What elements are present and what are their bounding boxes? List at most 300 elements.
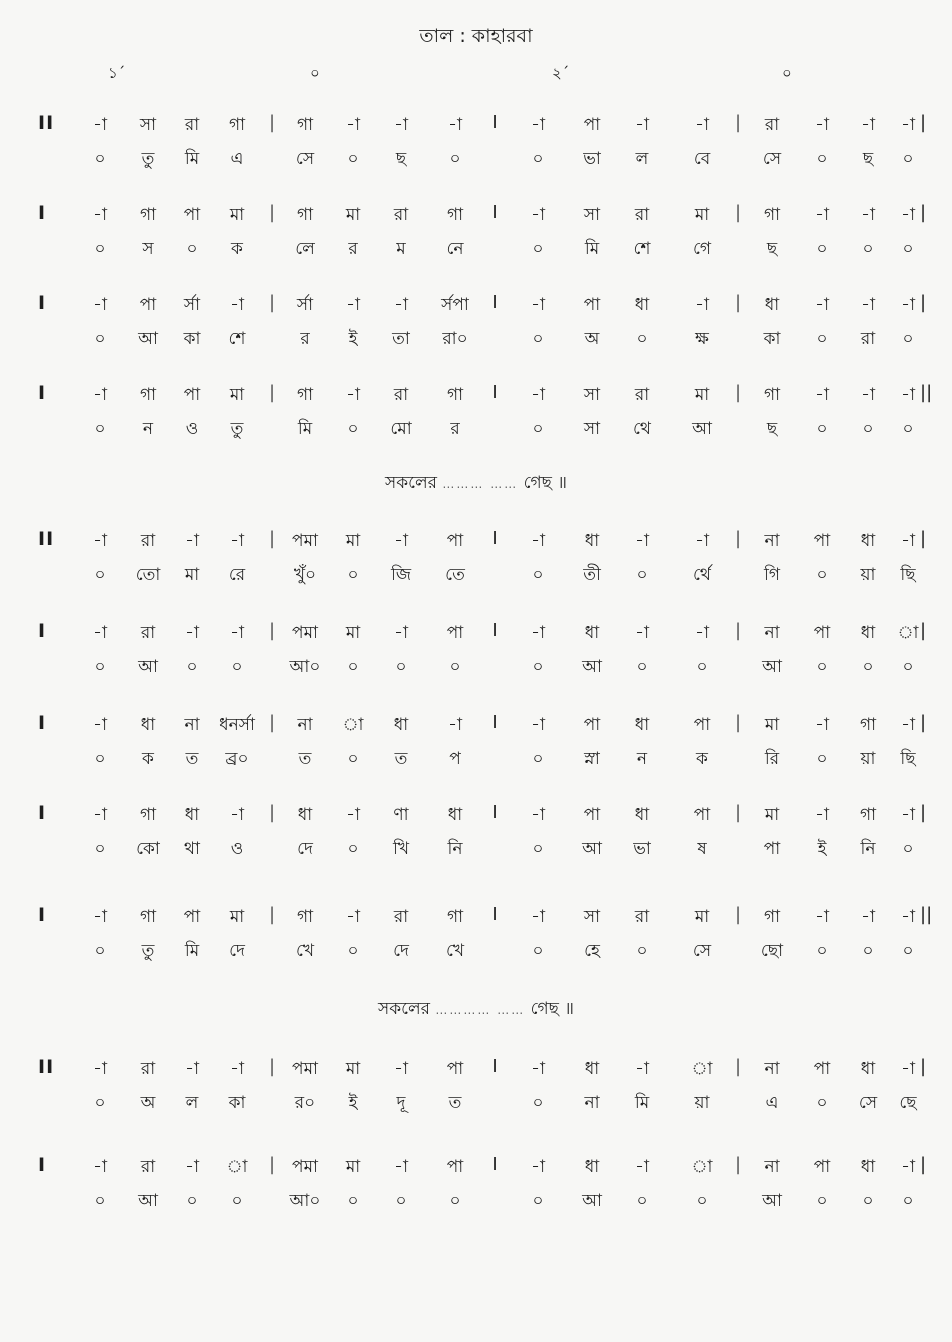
swara-note: ধা [584,1157,600,1177]
lyric-syllable: সে [295,149,315,169]
swara-note: গা [296,907,314,927]
swara-note: ধা [184,805,200,825]
lyric-syllable: তো [135,565,161,585]
swara-note: রা [393,907,409,927]
bar-line: | [734,292,742,313]
lyric-row [0,1184,952,1220]
swara-note: সা [583,385,601,405]
swara-note: ধা [634,805,650,825]
lyric-row [0,412,952,448]
lyric-syllable: তু [141,149,155,169]
swara-note: -া [93,715,107,735]
swara-row [0,796,952,832]
lyric-syllable: আ [582,657,602,677]
lyric-syllable: র [348,239,358,259]
lyric-syllable: স্না [584,749,600,769]
swara-note: -া [861,385,875,405]
section-start-bar: I [38,1154,47,1176]
swara-note: রা [140,531,156,551]
swara-note: -া [93,907,107,927]
swara-note: গা [446,385,464,405]
swara-note: র্সা [296,295,314,315]
lyric-syllable: এ [765,1093,779,1113]
swara-note: -া [531,295,545,315]
lyric-syllable: র [450,419,460,439]
swara-note: -া [635,115,649,135]
lyric-syllable: ০ [532,1191,544,1211]
notation-block [0,796,952,886]
refrain-line [0,470,952,498]
swara-note: রা [634,385,650,405]
swara-note: -া [93,623,107,643]
lyric-syllable: সে [858,1093,878,1113]
swara-note: পা [583,805,601,825]
lyric-syllable: য়া [860,749,876,769]
lyric-syllable: ০ [347,149,359,169]
lyric-syllable: ন [142,419,154,439]
section-end-bar: | [920,802,927,823]
swara-note: রা [140,1157,156,1177]
lyric-syllable: কা [183,329,201,349]
lyric-syllable: ০ [862,1191,874,1211]
swara-note: না [764,1059,780,1079]
swara-note: ধা [860,1157,876,1177]
bar-line: | [268,292,276,313]
lyric-row [0,832,952,868]
swara-note: -া [346,907,360,927]
lyric-syllable: ০ [94,239,106,259]
swara-note: সা [139,115,157,135]
swara-note: -া [815,385,829,405]
swara-note: গা [763,205,781,225]
section-start-bar: I [38,620,47,642]
lyric-syllable: দূ [396,1093,406,1113]
swara-note: গা [446,907,464,927]
swara-row [0,286,952,322]
lyric-syllable: ষ [697,839,707,859]
swara-note: ধা [140,715,156,735]
lyric-syllable: আ [762,657,782,677]
swara-note: -া [901,907,915,927]
bar-line: | [734,904,742,925]
swara-note: পা [583,715,601,735]
swara-note: র্সা [183,295,201,315]
lyric-syllable: র [300,329,310,349]
lyric-syllable: ০ [347,657,359,677]
section-start-bar: I [38,712,47,734]
lyric-syllable: ক্ষ [695,329,709,349]
notation-block [0,898,952,988]
notation-block [0,106,952,196]
beat-mark: ০ [782,64,792,82]
lyric-syllable: ০ [347,419,359,439]
beat-marks [0,62,952,86]
swara-row [0,1148,952,1184]
swara-note: -া [185,623,199,643]
bar-line: | [268,1056,276,1077]
swara-note: -া [695,295,709,315]
lyric-syllable: ছ [395,149,407,169]
lyric-syllable: থে [633,419,651,439]
notation-block [0,522,952,612]
lyric-syllable: খুঁ০ [293,565,317,585]
lyric-syllable: খে [445,941,465,961]
lyric-syllable: ০ [902,941,914,961]
swara-note: -া [93,385,107,405]
lyric-syllable: ০ [231,1191,243,1211]
section-start-bar: I [38,904,47,926]
lyric-syllable: দে [297,839,313,859]
lyric-syllable: আ [582,1191,602,1211]
swara-note: মা [694,205,710,225]
lyric-row [0,742,952,778]
lyric-syllable: অ [140,1093,156,1113]
bar-line: | [268,382,276,403]
lyric-syllable: ০ [94,565,106,585]
swara-note: -া [815,907,829,927]
swara-note: মা [345,205,361,225]
swara-note: -া [861,295,875,315]
lyric-syllable: শে [228,329,246,349]
swara-note: -া [185,531,199,551]
swara-note: গা [446,205,464,225]
lyric-syllable: ন [636,749,648,769]
lyric-syllable: ভা [633,839,651,859]
notation-block [0,1050,952,1140]
lyric-syllable: ব্র০ [225,749,249,769]
swara-note: -া [394,1059,408,1079]
lyric-syllable: ০ [532,149,544,169]
notation-block [0,196,952,286]
swara-note: -া [93,205,107,225]
lyric-syllable: ০ [902,329,914,349]
swara-note: পা [813,531,831,551]
swara-note: গা [763,385,781,405]
swara-note: -া [448,115,462,135]
bar-line: I [492,528,498,549]
swara-note: পা [183,385,201,405]
bar-line: | [734,112,742,133]
swara-note: -া [861,907,875,927]
lyric-syllable: নি [860,839,876,859]
swara-note: পা [693,715,711,735]
lyric-syllable: ০ [186,239,198,259]
refrain-end: গেছ ॥ [518,473,567,493]
lyric-syllable: ক [231,239,243,259]
bar-line: I [492,904,498,925]
swara-row [0,898,952,934]
lyric-syllable: ০ [902,1191,914,1211]
swara-note: ধা [634,715,650,735]
lyric-syllable: ছে [899,1093,917,1113]
bar-line: | [268,528,276,549]
lyric-syllable: ০ [449,149,461,169]
swara-note: রা [634,205,650,225]
lyric-syllable: তী [583,565,601,585]
swara-note: পা [183,907,201,927]
section-end-bar: || [920,904,933,925]
lyric-syllable: নে [446,239,464,259]
swara-row [0,614,952,650]
swara-note: মা [694,385,710,405]
lyric-syllable: আ [692,419,712,439]
swara-note: গা [296,115,314,135]
lyric-syllable: ত [394,749,408,769]
swara-note: মা [229,907,245,927]
lyric-syllable: আ০ [289,1191,321,1211]
lyric-syllable: দে [393,941,409,961]
lyric-syllable: ০ [449,1191,461,1211]
notation-block [0,614,952,704]
swara-note: -া [394,1157,408,1177]
lyric-syllable: ০ [636,941,648,961]
lyric-syllable: গি [763,565,780,585]
lyric-syllable: ছ [766,419,778,439]
swara-note: পা [183,205,201,225]
swara-note: ধা [393,715,409,735]
swara-note: গা [139,205,157,225]
bar-line: | [268,1154,276,1175]
refrain-start: সকলের [385,473,443,493]
lyric-syllable: ও [230,839,244,859]
section-end-bar: || [920,382,933,403]
lyric-syllable: এ [230,149,244,169]
lyric-syllable: ছ [766,239,778,259]
lyric-row [0,142,952,178]
swara-note: না [764,623,780,643]
lyric-syllable: ০ [816,239,828,259]
lyric-syllable: ভা [583,149,601,169]
lyric-syllable: ও [185,419,199,439]
lyric-syllable: অ [584,329,600,349]
lyric-syllable: ০ [816,149,828,169]
lyric-syllable: সে [692,941,712,961]
swara-note: পা [446,1059,464,1079]
swara-note: রা [634,907,650,927]
section-end-bar: | [920,620,927,641]
swara-note: -া [901,1157,915,1177]
lyric-syllable: কা [228,1093,246,1113]
lyric-syllable: য়া [694,1093,710,1113]
swara-note: -া [185,1157,199,1177]
bar-line: I [492,1154,498,1175]
swara-note: ধনর্সা [219,715,255,735]
lyric-syllable: ০ [532,1093,544,1113]
lyric-syllable: ০ [636,565,648,585]
swara-note: গা [859,805,877,825]
lyric-syllable: ০ [902,839,914,859]
swara-note: -া [394,623,408,643]
lyric-syllable: তা [392,329,410,349]
lyric-syllable: খি [392,839,410,859]
swara-note: সা [583,907,601,927]
lyric-syllable: ল [635,149,649,169]
lyric-syllable: ক [142,749,154,769]
section-start-bar: I [38,292,47,314]
lyric-syllable: ০ [862,941,874,961]
swara-note: -া [901,205,915,225]
lyric-syllable: ০ [816,749,828,769]
lyric-syllable: ০ [902,657,914,677]
lyric-syllable: ০ [395,1191,407,1211]
lyric-row [0,322,952,358]
bar-line: | [734,202,742,223]
lyric-syllable: রা [860,329,876,349]
swara-note: -া [93,805,107,825]
swara-note: ধা [860,531,876,551]
swara-note: -া [815,115,829,135]
swara-note: পা [813,623,831,643]
swara-note: -া [815,715,829,735]
lyric-syllable: তু [230,419,244,439]
swara-note: -া [695,623,709,643]
swara-note: -া [531,1059,545,1079]
lyric-syllable: ০ [816,941,828,961]
lyric-syllable: ০ [94,749,106,769]
swara-note: মা [764,805,780,825]
swara-note: গা [296,385,314,405]
swara-note: -া [394,295,408,315]
swara-note: রা [393,205,409,225]
swara-note: -া [635,531,649,551]
swara-note: না [764,531,780,551]
lyric-syllable: ০ [816,419,828,439]
lyric-syllable: য়া [860,565,876,585]
bar-line: | [268,904,276,925]
lyric-syllable: স [142,239,154,259]
lyric-syllable: তে [445,565,465,585]
lyric-syllable: ০ [862,657,874,677]
lyric-syllable: মি [297,419,313,439]
refrain-start: সকলের [378,999,436,1019]
swara-note: গা [228,115,246,135]
lyric-syllable: ০ [94,329,106,349]
swara-row [0,1050,952,1086]
section-start-bar: I [38,382,47,404]
swara-note: -া [394,115,408,135]
lyric-syllable: ০ [347,839,359,859]
swara-note: -া [901,805,915,825]
swara-note: -া [230,531,244,551]
swara-note: -া [93,1059,107,1079]
lyric-syllable: ০ [532,941,544,961]
lyric-syllable: ০ [532,839,544,859]
swara-row [0,522,952,558]
swara-note: -া [93,295,107,315]
swara-note: র্সপা [441,295,469,315]
swara-note: রা [140,1059,156,1079]
lyric-syllable: আ [762,1191,782,1211]
swara-note: পমা [292,623,318,643]
swara-note: সা [583,205,601,225]
refrain-end: গেছ ॥ [525,999,574,1019]
swara-note: া [691,1157,713,1177]
swara-note: ধা [584,531,600,551]
lyric-syllable: তু [141,941,155,961]
swara-note: পা [813,1157,831,1177]
swara-note: -া [531,531,545,551]
swara-note: -া [901,1059,915,1079]
swara-note: রা [764,115,780,135]
section-start-bar: II [38,112,55,134]
swara-note: -া [346,385,360,405]
lyric-syllable: ০ [636,1191,648,1211]
swara-note: -া [93,115,107,135]
lyric-syllable: ০ [532,657,544,677]
lyric-syllable: ০ [816,329,828,349]
lyric-syllable: মা [184,565,200,585]
lyric-syllable: ই [817,839,827,859]
swara-note: মা [764,715,780,735]
lyric-syllable: নি [447,839,463,859]
lyric-syllable: ০ [532,329,544,349]
lyric-syllable: জি [390,565,412,585]
swara-note: -া [901,715,915,735]
swara-note: পমা [292,531,318,551]
lyric-row [0,558,952,594]
lyric-syllable: হে [584,941,600,961]
swara-note: গা [296,205,314,225]
lyric-row [0,1086,952,1122]
swara-note: া [691,1059,713,1079]
lyric-syllable: ০ [532,565,544,585]
lyric-syllable: দে [229,941,245,961]
swara-note: ধা [584,623,600,643]
lyric-row [0,232,952,268]
bar-line: | [268,802,276,823]
lyric-syllable: ক [696,749,708,769]
swara-note: -া [394,531,408,551]
swara-note: ধা [860,623,876,643]
refrain-line [0,996,952,1024]
lyric-syllable: আ০ [289,657,321,677]
section-end-bar: | [920,528,927,549]
lyric-syllable: আ [138,1191,158,1211]
swara-note: ধা [764,295,780,315]
swara-note: -া [695,531,709,551]
lyric-syllable: ০ [696,657,708,677]
swara-row [0,376,952,412]
lyric-syllable: শে [633,239,651,259]
lyric-syllable: ০ [696,1191,708,1211]
lyric-syllable: ০ [816,1093,828,1113]
bar-line: | [734,1056,742,1077]
lyric-syllable: ০ [347,749,359,769]
swara-note: পা [446,1157,464,1177]
lyric-syllable: ই [348,1093,358,1113]
lyric-syllable: না [584,1093,600,1113]
bar-line: | [734,802,742,823]
bar-line: | [268,712,276,733]
bar-line: I [492,712,498,733]
swara-note: ণা [393,805,409,825]
swara-note: -া [531,385,545,405]
swara-note: মা [345,1157,361,1177]
swara-note: পা [583,115,601,135]
swara-note: -া [861,205,875,225]
section-end-bar: | [920,202,927,223]
beat-mark: ১´ [108,64,126,82]
lyric-syllable: বে [693,149,711,169]
swara-note: -া [93,1157,107,1177]
swara-note: রা [184,115,200,135]
lyric-syllable: ছ [862,149,874,169]
lyric-syllable: ত [185,749,199,769]
bar-line: | [734,1154,742,1175]
bar-line: | [268,112,276,133]
swara-note: রা [393,385,409,405]
swara-row [0,706,952,742]
